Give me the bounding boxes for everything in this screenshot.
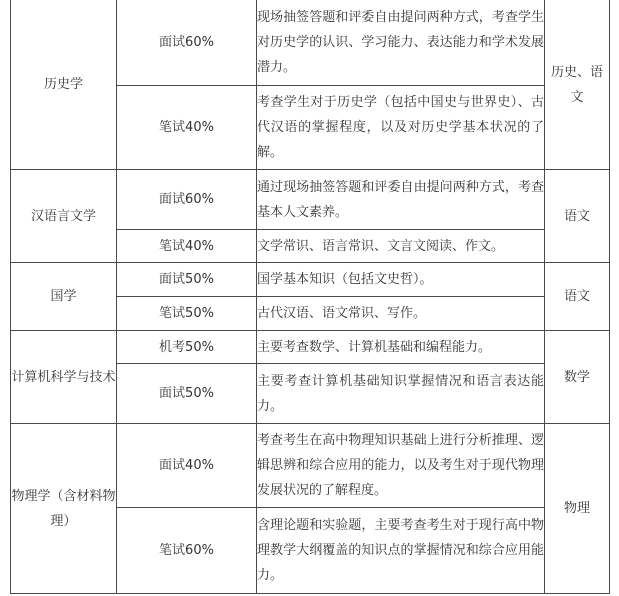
- content-cell: 主要考查计算机基础知识掌握情况和语言表达能力。: [257, 364, 545, 424]
- content-cell: 主要考查数学、计算机基础和编程能力。: [257, 331, 545, 364]
- method-cell: 面试40%: [117, 424, 257, 508]
- exam-table: [10, 0, 610, 594]
- content-cell: 国学基本知识（包括文史哲）。: [257, 263, 545, 297]
- table-row: [11, 424, 610, 508]
- major-cell: 物理学（含材料物理）: [11, 424, 117, 594]
- content-cell: 现场抽签答题和评委自由提问两种方式，考查学生对历史学的认识、学习能力、表达能力和学术发展潜力。: [257, 0, 545, 86]
- table-row: [11, 263, 610, 297]
- subject-cell: 语文: [545, 170, 610, 263]
- method-cell: 面试50%: [117, 263, 257, 297]
- major-cell: 历史学: [11, 0, 117, 170]
- table-row: [11, 0, 610, 86]
- content-cell: 通过现场抽签答题和评委自由提问两种方式，考查基本人文素养。: [257, 170, 545, 230]
- table-row: [11, 170, 610, 230]
- method-cell: 笔试60%: [117, 508, 257, 594]
- method-cell: 机考50%: [117, 331, 257, 364]
- method-cell: 笔试40%: [117, 230, 257, 263]
- content-cell: 考查学生对于历史学（包括中国史与世界史）、古代汉语的掌握程度，以及对历史学基本状况的了解。: [257, 86, 545, 170]
- major-cell: 计算机科学与技术: [11, 331, 117, 424]
- content-cell: 文学常识、语言常识、文言文阅读、作文。: [257, 230, 545, 263]
- subject-cell: 物理: [545, 424, 610, 594]
- subject-cell: 语文: [545, 263, 610, 331]
- method-cell: 面试60%: [117, 0, 257, 86]
- method-cell: 面试60%: [117, 170, 257, 230]
- subject-cell: 数学: [545, 331, 610, 424]
- method-cell: 笔试50%: [117, 297, 257, 331]
- method-cell: 面试50%: [117, 364, 257, 424]
- method-cell: 笔试40%: [117, 86, 257, 170]
- subject-cell: 历史、语文: [545, 0, 610, 170]
- content-cell: 考查考生在高中物理知识基础上进行分析推理、逻辑思辨和综合应用的能力，以及考生对于现代物理发展状况的了解程度。: [257, 424, 545, 508]
- content-cell: 含理论题和实验题，主要考查考生对于现行高中物理教学大纲覆盖的知识点的掌握情况和综合应用能力。: [257, 508, 545, 594]
- table-row: [11, 331, 610, 364]
- content-cell: 古代汉语、语文常识、写作。: [257, 297, 545, 331]
- major-cell: 国学: [11, 263, 117, 331]
- major-cell: 汉语言文学: [11, 170, 117, 263]
